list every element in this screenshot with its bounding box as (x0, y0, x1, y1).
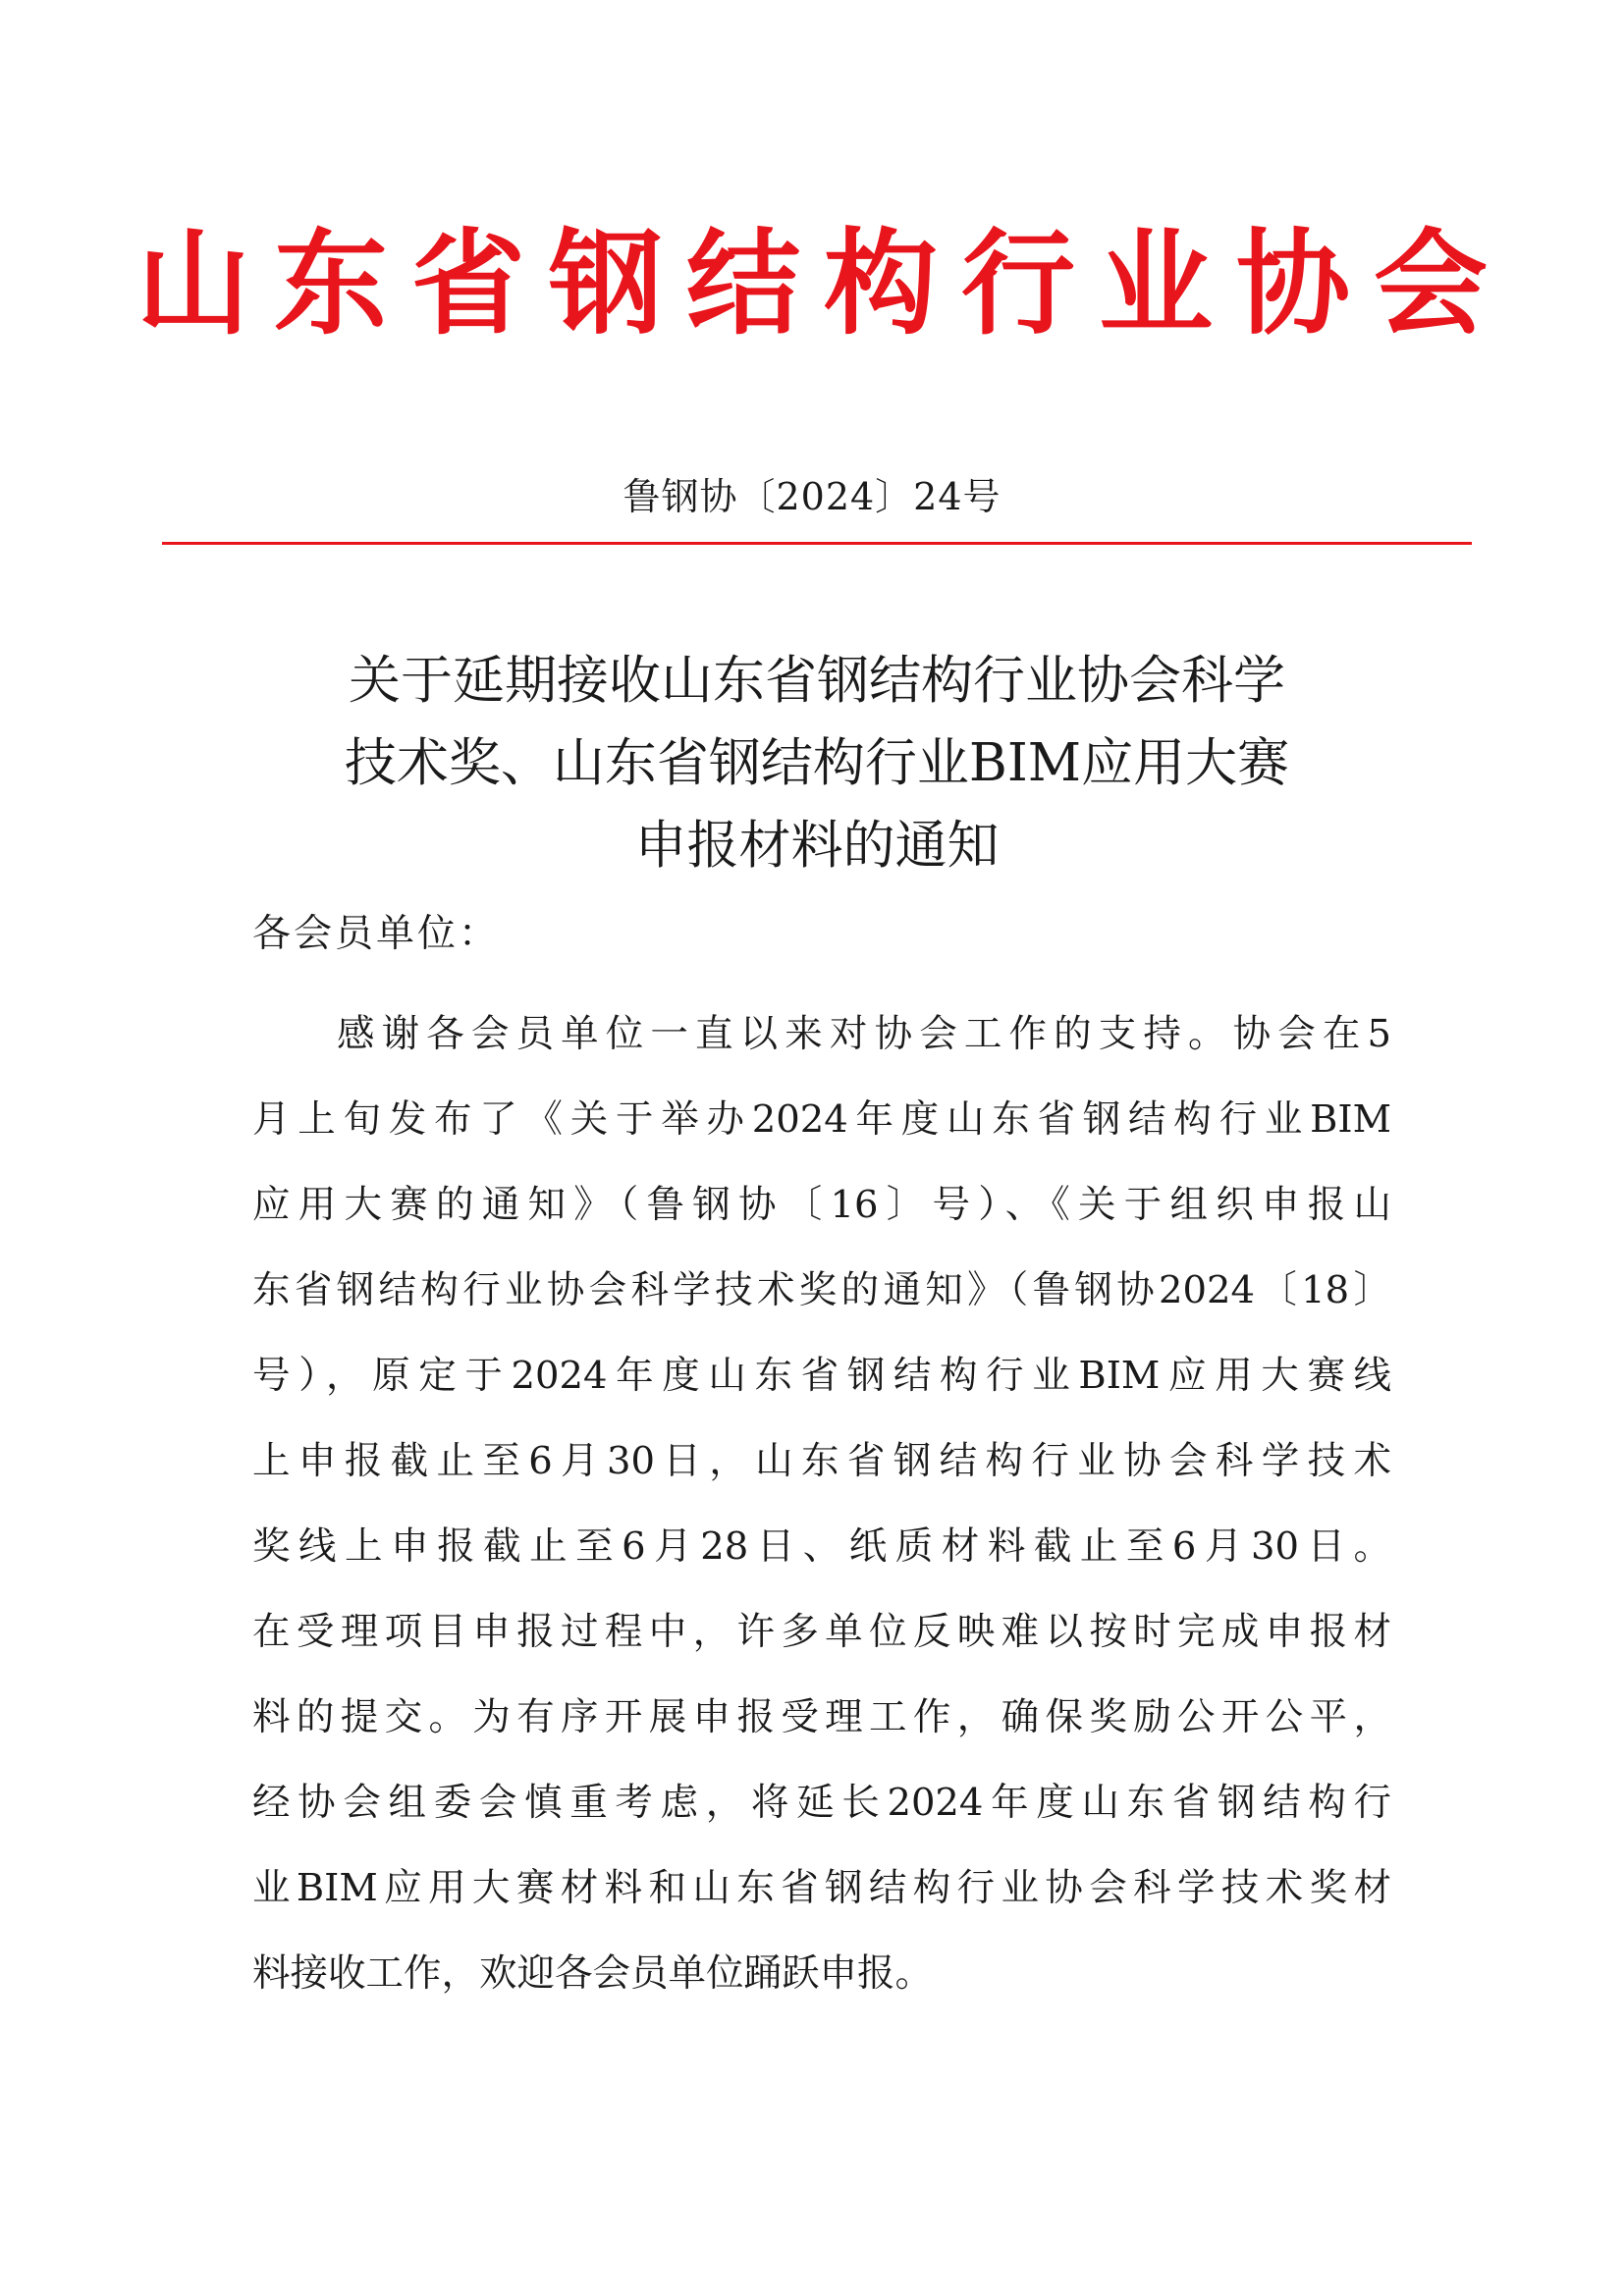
body-text (252, 991, 1391, 2016)
body-line: 上申报截止至6月30日，山东省钢结构行业协会科学技术 (252, 1439, 1391, 1483)
body-line: 料接收工作，欢迎各会员单位踊跃申报。 (252, 1951, 934, 1996)
document-number: 鲁钢协〔2024〕24号 (623, 475, 1001, 518)
body-line: 经协会组委会慎重考虑，将延长2024年度山东省钢结构行 (252, 1781, 1391, 1825)
body-line: 月上旬发布了《关于举办2024年度山东省钢结构行业BIM (252, 1097, 1391, 1142)
red-divider-line (162, 542, 1472, 545)
salutation: 各会员单位： (252, 912, 501, 956)
body-line: 感谢各会员单位一直以来对协会工作的支持。协会在5 (337, 1012, 1391, 1056)
body-line: 料的提交。为有序开展申报受理工作，确保奖励公开公平， (252, 1695, 1391, 1739)
notice-title (162, 640, 1472, 887)
body-line: 号），原定于2024年度山东省钢结构行业BIM应用大赛线 (252, 1354, 1391, 1398)
body-line: 业BIM应用大赛材料和山东省钢结构行业协会科学技术奖材 (252, 1866, 1391, 1910)
body-line: 东省钢结构行业协会科学技术奖的通知》（鲁钢协2024〔18〕 (252, 1268, 1391, 1312)
body-line: 应用大赛的通知》（鲁钢协〔16〕号）、《关于组织申报山 (252, 1183, 1391, 1227)
title-line: 关于延期接收山东省钢结构行业协会科学 (349, 651, 1285, 711)
title-line: 技术奖、山东省钢结构行业BIM应用大赛 (344, 733, 1290, 793)
body-line: 奖线上申报截止至6月28日、纸质材料截止至6月30日。 (252, 1524, 1391, 1569)
title-line: 申报材料的通知 (634, 816, 1000, 876)
organization-header: 山东省钢结构行业协会 (136, 218, 1511, 350)
body-line: 在受理项目申报过程中，许多单位反映难以按时完成申报材 (252, 1610, 1391, 1654)
